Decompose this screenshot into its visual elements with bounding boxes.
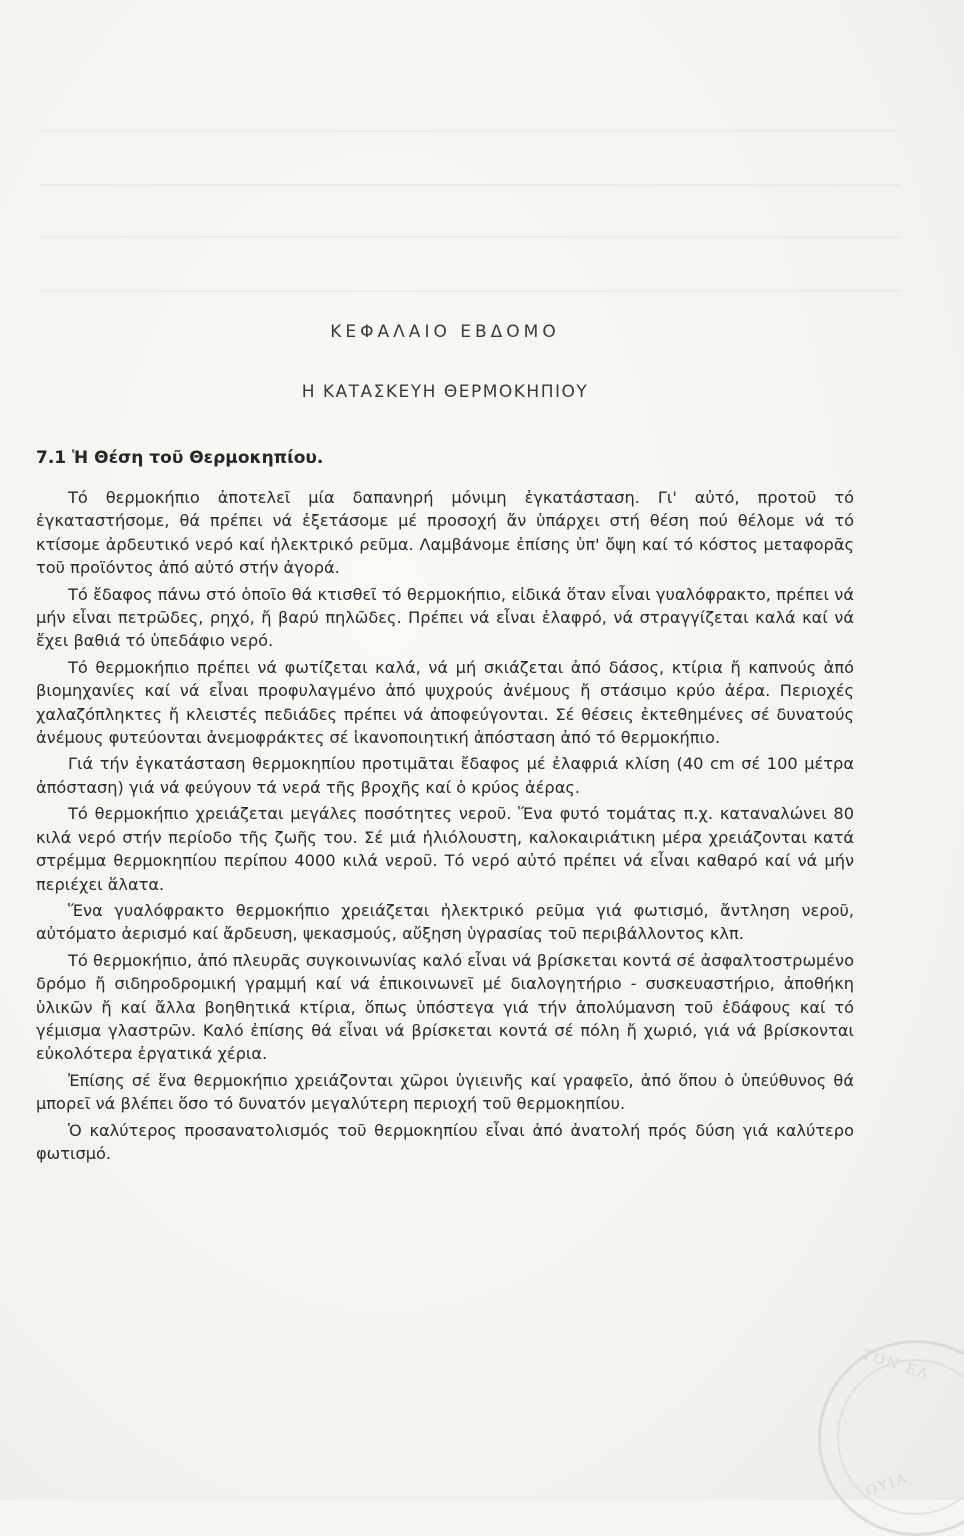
section-heading: 7.1 Ἡ Θέση τοῦ Θερμοκηπίου. xyxy=(36,448,324,468)
show-through-line xyxy=(40,130,900,132)
show-through-line xyxy=(40,236,900,238)
body-text xyxy=(36,486,854,1168)
paragraph: Γιά τήν ἐγκατάσταση θερμοκηπίου προτιμᾶται ἔδαφος μέ ἐλαφριά κλίση (40 cm σέ 100 μέτρα ἀπόσταση) γιά νά φεύγουν τά νερά τῆς βροχῆς καί ὁ κρύος ἀέρας. xyxy=(36,754,854,797)
paragraph: Τό θερμοκήπιο ἀποτελεῖ μία δαπανηρή μόνιμη ἐγκατάσταση. Γι' αὐτό, προτοῦ τό ἐγκαταστήσομε, θά πρέπει νά ἐξετάσομε μέ προσοχή ἄν ὑπάρχει στή θέση πού θέλομε νά τό κτίσομε ἀρδευτικό νερό καί ἠλεκτρικό ρεῦμα. Λαμβάνομε ἐπίσης ὑπ' ὄψη καί τό κόστος μεταφορᾶς τοῦ προϊόντος ἀπό αὐτό στήν ἀγορά. xyxy=(36,488,854,578)
paragraph: Τό θερμοκήπιο χρειάζεται μεγάλες ποσότητες νεροῦ. Ἕνα φυτό τομάτας π.χ. καταναλώνει 80 κιλά νερό στήν περίοδο τῆς ζωῆς του. Σέ μιά ἡλιόλουστη, καλοκαιριάτικη μέρα χρειάζονται κατά στρέμμα θερμοκηπίου περίπου 4000 κιλά νεροῦ. Τό νερό αὐτό πρέπει νά εἶναι καθαρό καί νά μήν περιέχει ἅλατα. xyxy=(36,804,854,894)
paragraph: Ἐπίσης σέ ἕνα θερμοκήπιο χρειάζονται χῶροι ὑγιεινῆς καί γραφεῖο, ἀπό ὅπου ὁ ὑπεύθυνος θά μπορεῖ νά βλέπει ὅσο τό δυνατόν μεγαλύτερη περιοχή τοῦ θερμοκηπίου. xyxy=(36,1070,854,1114)
show-through-line xyxy=(40,184,900,186)
paragraph: Ἕνα γυαλόφρακτο θερμοκήπιο χρειάζεται ἠλεκτρικό ρεῦμα γιά φωτισμό, ἄντληση νεροῦ, αὐτόματο ἀερισμό καί ἄρδευση, ψεκασμούς, αὔξηση ὑγρασίας τοῦ περιβάλλοντος κλπ. xyxy=(36,900,854,944)
paragraph: Ὁ καλύτερος προσανατολισμός τοῦ θερμοκηπίου εἶναι ἀπό ἀνατολή πρός δύση γιά καλύτερο φωτισμό. xyxy=(36,1120,854,1163)
chapter-title: Η ΚΑΤΑΣΚΕΥΗ ΘΕΡΜΟΚΗΠΙΟΥ xyxy=(301,382,589,402)
chapter-label: ΚΕΦΑΛΑΙΟ ΕΒΔΟΜΟ xyxy=(330,322,560,342)
show-through-line xyxy=(40,290,900,292)
library-stamp xyxy=(818,1340,964,1536)
paragraph: Τό ἔδαφος πάνω στό ὁποῖο θά κτισθεῖ τό θερμοκήπιο, εἰδικά ὅταν εἶναι γυαλόφρακτο, πρέπει νά μήν εἶναι πετρῶδες, ρηχό, ἤ βαρύ πηλῶδες. Πρέπει νά εἶναι ἐλαφρό, νά στραγγίζεται καλά καί νά ἔχει βαθιά τό ὑπεδάφιο νερό. xyxy=(36,584,854,651)
stamp-text-bottom: ΟΥΙΑ xyxy=(863,1469,911,1501)
paragraph: Τό θερμοκήπιο πρέπει νά φωτίζεται καλά, νά μή σκιάζεται ἀπό δάσος, κτίρια ἤ καπνούς ἀπό βιομηχανίες καί νά εἶναι προφυλαγμένο ἀπό ψυχρούς ἀνέμους ἤ στάσιμο κρύο ἀέρα. Περιοχές χαλαζόπληκτες ἤ κλειστές πεδιάδες πρέπει νά ἀποφεύγονται. Σέ θέσεις ἐκτεθημένες σέ δυνατούς ἀνέμους φυτεύονται ἀνεμοφράκτες σέ ἱκανοποιητική ἀπόσταση ἀπό τό θερμοκήπιο. xyxy=(36,657,854,748)
stamp-text-top: ΤΟΝ ΕΛ xyxy=(860,1346,932,1384)
paragraph: Τό θερμοκήπιο, ἀπό πλευρᾶς συγκοινωνίας καλό εἶναι νά βρίσκεται κοντά σέ ἀσφαλτοστρωμένο δρόμο ἤ σιδηροδρομική γραμμή καί νά ἐπικοινωνεῖ μέ διαλογητήριο - συσκευαστήριο, ἀποθήκη ὑλικῶν ἤ καί ἄλλα βοηθητικά κτίρια, ὅπως ὑπόστεγα γιά τήν ἀπολύμανση τοῦ ἐδάφους καί τό γέμισμα γλαστρῶν. Καλό ἐπίσης θά εἶναι νά βρίσκεται κοντά σέ πόλη ἤ χωριό, γιά νά βρίσκονται εὐκολότερα ἐργατικά χέρια. xyxy=(36,950,854,1064)
stamp-inner-ring xyxy=(837,1359,964,1515)
